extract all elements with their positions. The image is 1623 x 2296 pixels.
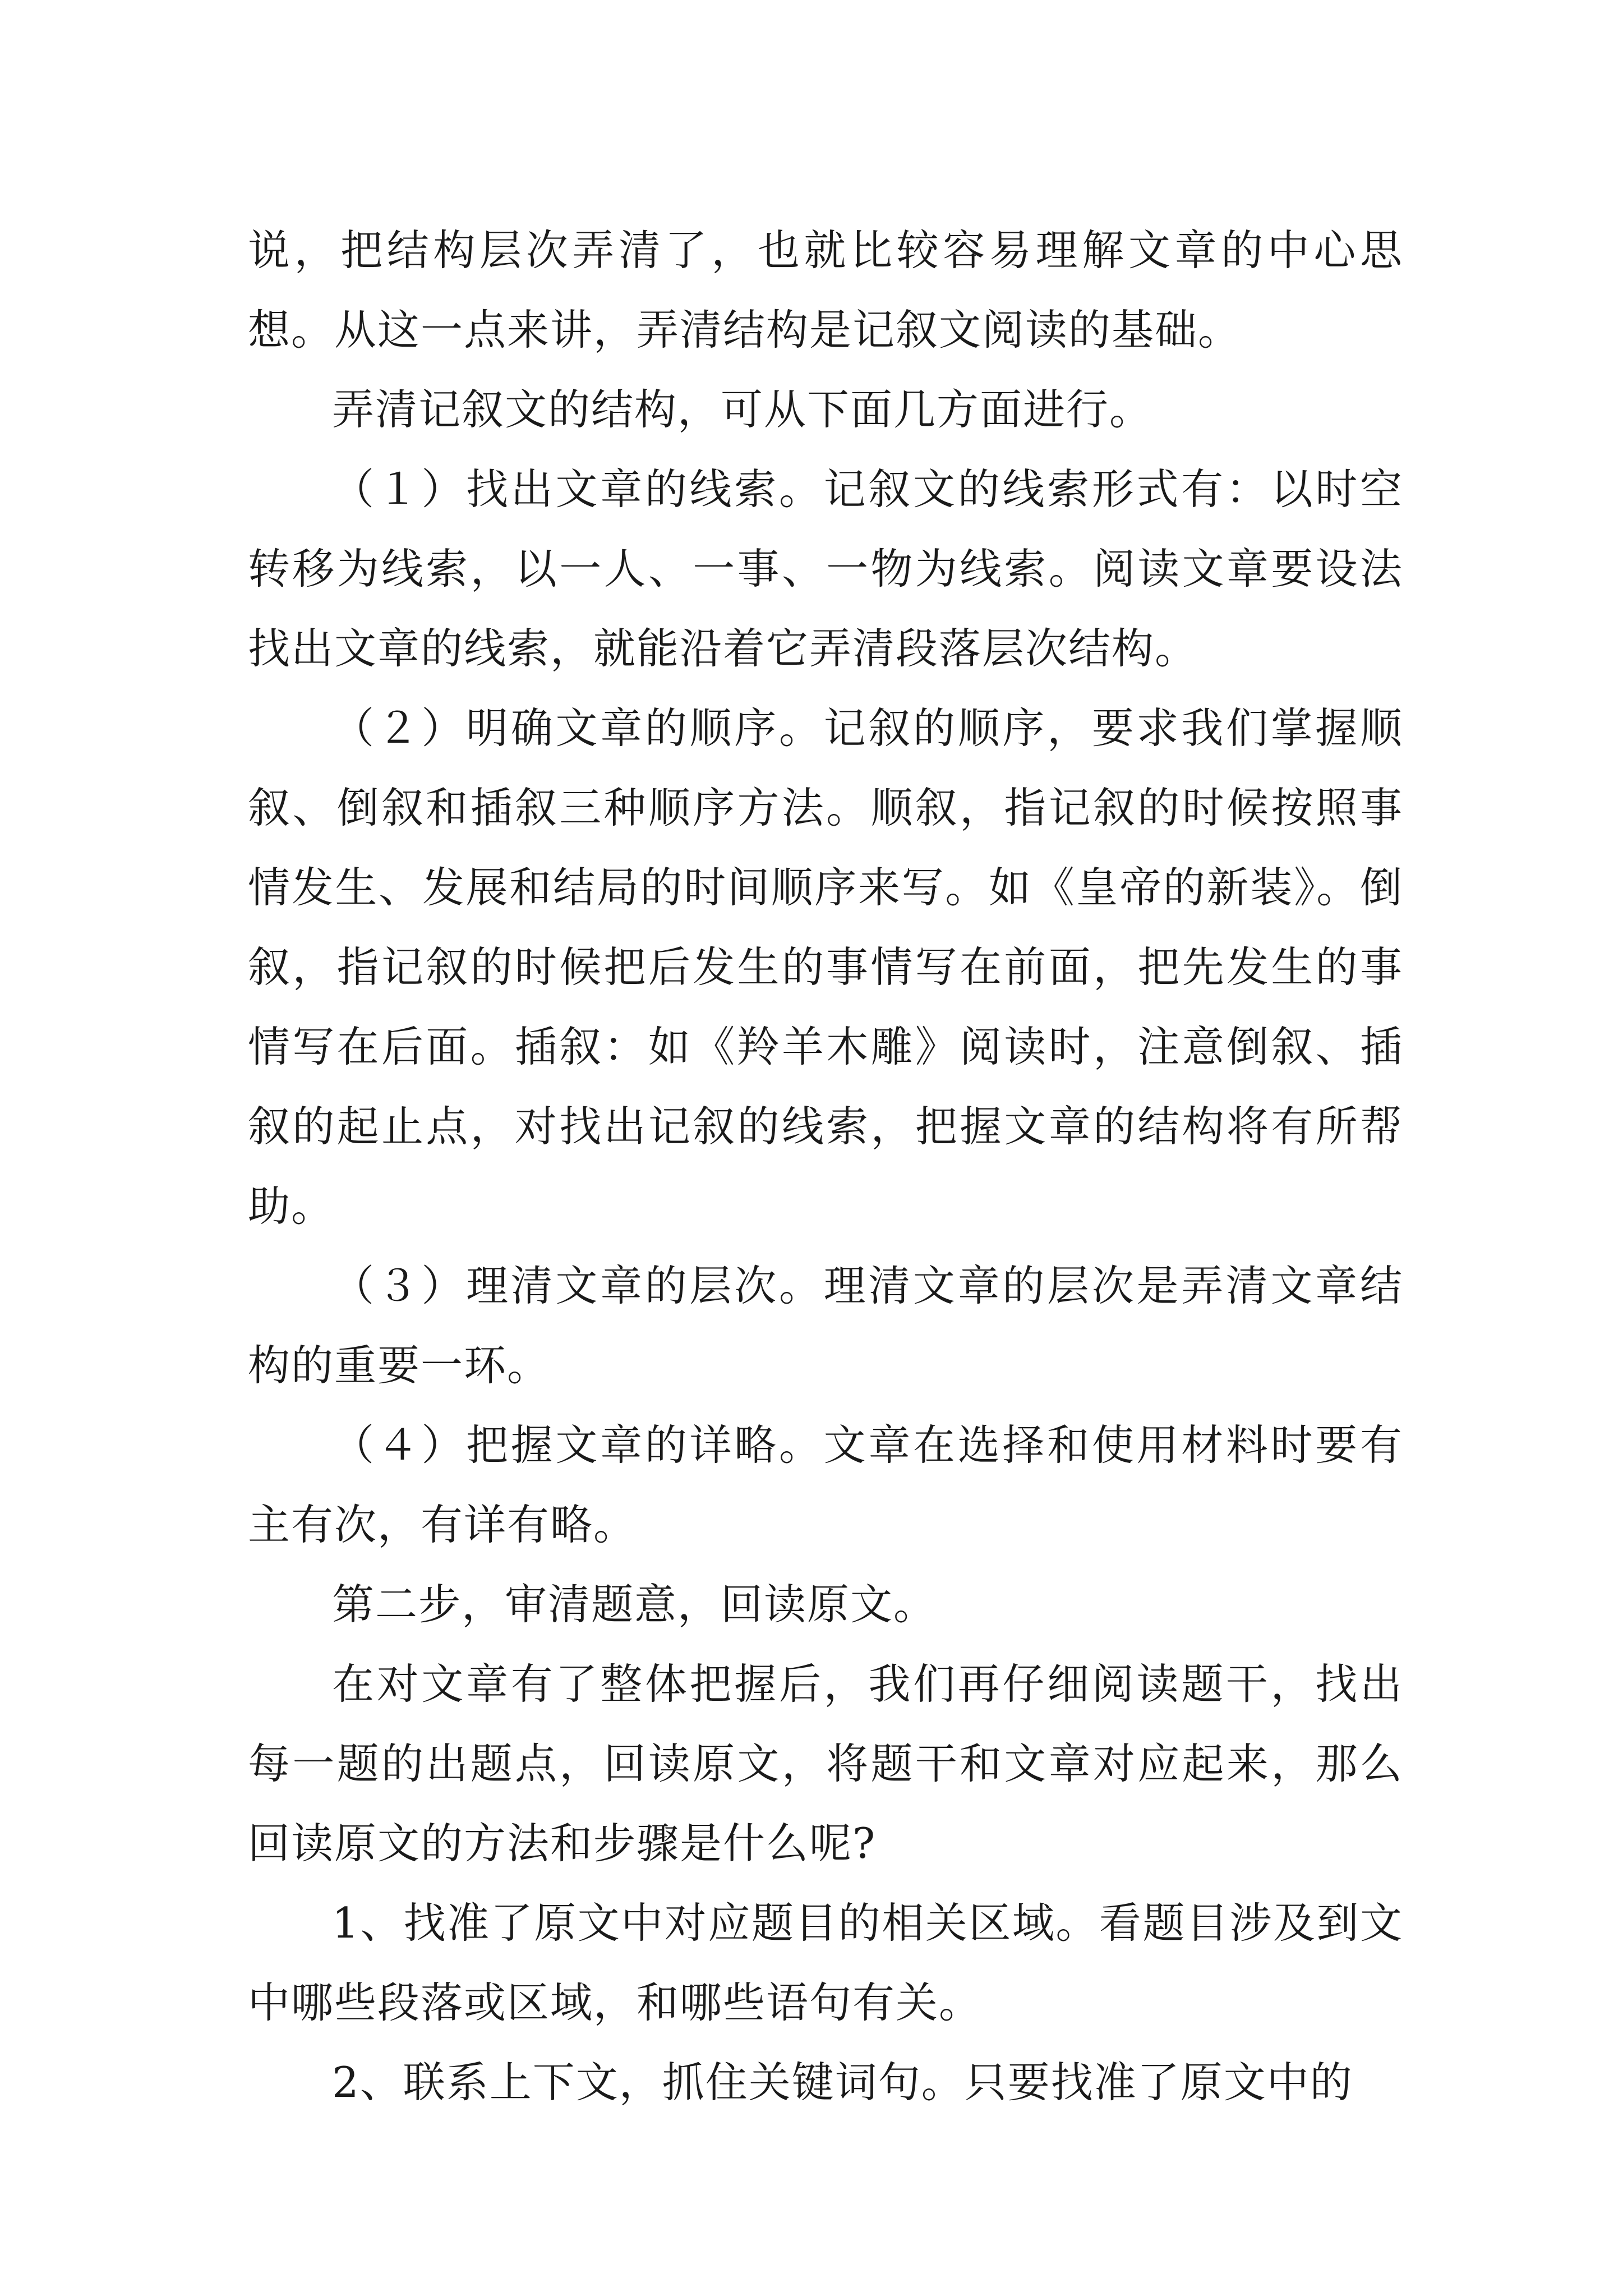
paragraph-reread-intro: 在对文章有了整体把握后，我们再仔细阅读题干，找出每一题的出题点，回读原文，将题干和文章对应起来，那么回读原文的方法和步骤是什么呢? [248, 1659, 1403, 1868]
paragraph-method-2: 2、联系上下文，抓住关键词句。只要找准了原文中的 [332, 2058, 1353, 2107]
paragraph-structure-basis: 说，把结构层次弄清了，也就比较容易理解文章的中心思想。从这一点来讲，弄清结构是记叙文阅读的基础。 [248, 226, 1403, 355]
paragraph-method-1: 1、找准了原文中对应题目的相关区域。看题目涉及到文中哪些段落或区域，和哪些语句有关。 [248, 1898, 1403, 2027]
paragraph-point-1-clue: （１）找出文章的线索。记叙文的线索形式有：以时空转移为线索，以一人、一事、一物为线索。阅读文章要设法找出文章的线索，就能沿着它弄清段落层次结构。 [248, 464, 1403, 673]
paragraph-point-3-layers: （３）理清文章的层次。理清文章的层次是弄清文章结构的重要一环。 [248, 1261, 1403, 1390]
paragraph-point-2-order: （２）明确文章的顺序。记叙的顺序，要求我们掌握顺叙、倒叙和插叙三种顺序方法。顺叙，指记叙的时候按照事情发生、发展和结局的时间顺序来写。如《皇帝的新装》。倒叙，指记叙的时候把后发生的事情写在前面，把先发生的事情写在后面。插叙：如《羚羊木雕》阅读时，注意倒叙、插叙的起止点，对找出记叙的线索，把握文章的结构将有所帮助。 [248, 703, 1403, 1231]
document-body [248, 210, 1403, 2122]
paragraph-point-4-detail: （４）把握文章的详略。文章在选择和使用材料时要有主有次，有详有略。 [248, 1420, 1403, 1549]
paragraph-step-2-heading: 第二步，审清题意，回读原文。 [332, 1580, 937, 1629]
paragraph-structure-intro: 弄清记叙文的结构，可从下面几方面进行。 [332, 385, 1153, 434]
